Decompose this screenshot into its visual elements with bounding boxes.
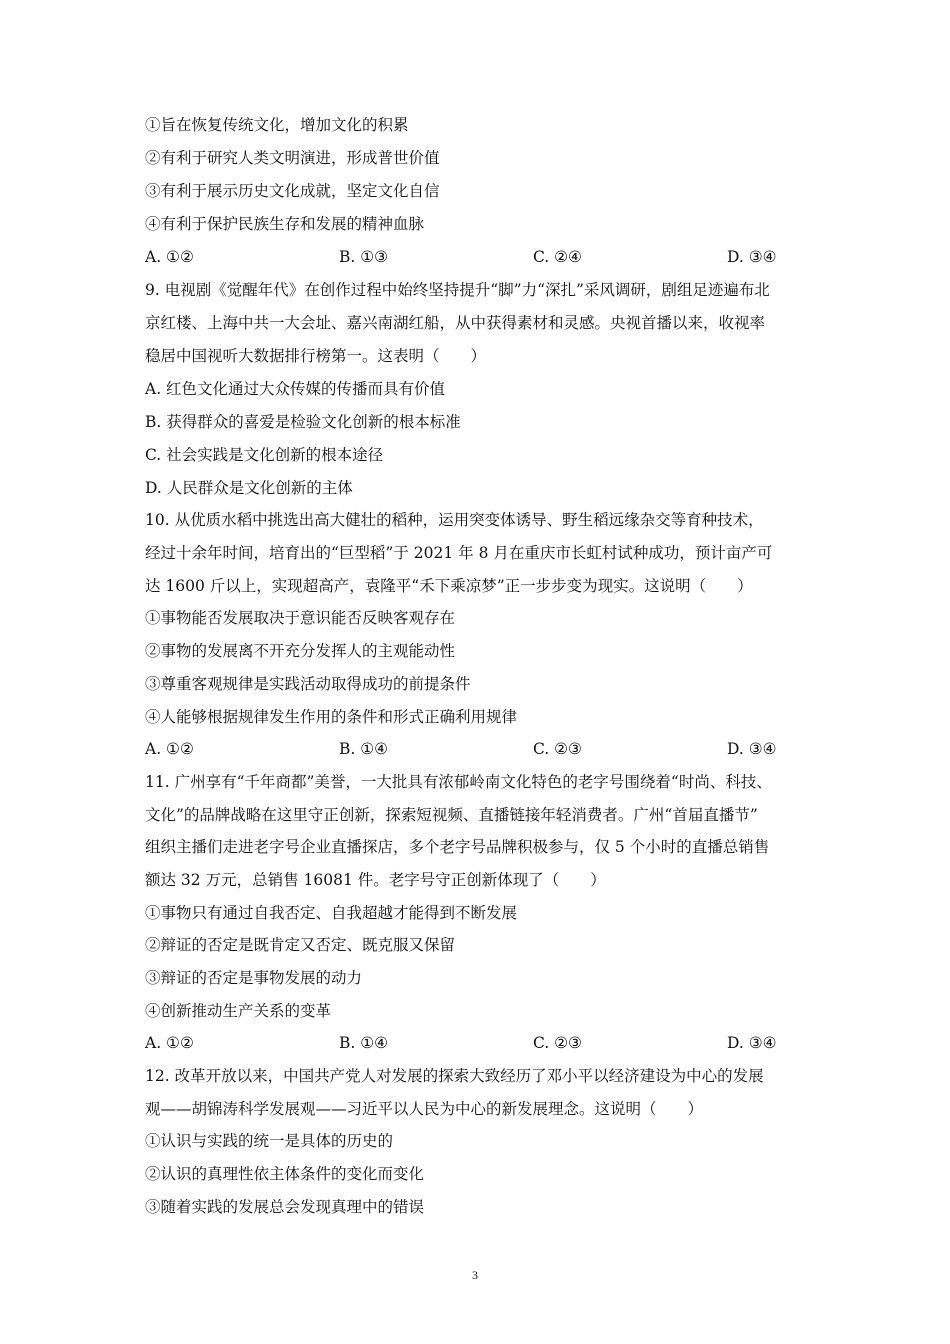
q11-stem-line-2: 文化”的品牌战略在这里守正创新，探索短视频、直播链接年轻消费者。广州“首届直播节” [145,806,758,824]
q9-stem-line-2: 京红楼、上海中共一大会址、嘉兴南湖红船，从中获得素材和灵感。央视首播以来，收视率 [145,314,766,332]
q10-item-2: ②事物的发展离不开充分发挥人的主观能动性 [145,642,456,660]
q11-option-a: A. ①② [145,1034,194,1052]
q8-options [145,246,810,268]
q12-item-1: ①认识与实践的统一是具体的历史的 [145,1132,394,1150]
q12-item-3: ③随着实践的发展总会发现真理中的错误 [145,1198,425,1216]
q12-stem-line-2: 观——胡锦涛科学发展观——习近平以人民为中心的新发展理念。这说明（ ） [145,1100,704,1118]
q8-item-2: ②有利于研究人类文明演进，形成普世价值 [145,149,440,167]
q9-stem-line-3: 稳居中国视听大数据排行榜第一。这表明（ ） [145,347,487,365]
q10-item-3: ③尊重客观规律是实践活动取得成功的前提条件 [145,675,471,693]
q10-option-b: B. ①④ [339,740,389,758]
q11-option-d: D. ③④ [727,1034,777,1052]
q9-stem-line-1: 9. 电视剧《觉醒年代》在创作过程中始终坚持提升“脚”力“深扎”采风调研，剧组足迹遍布北 [145,281,770,299]
q8-item-3: ③有利于展示历史文化成就，坚定文化自信 [145,182,440,200]
q11-option-c: C. ②③ [533,1034,582,1052]
q9-choice-a: A. 红色文化通过大众传媒的传播而具有价值 [145,380,446,398]
q10-option-d: D. ③④ [727,740,777,758]
q8-option-b: B. ①③ [339,248,389,266]
q11-item-1: ①事物只有通过自我否定、自我超越才能得到不断发展 [145,904,518,922]
q9-choice-c: C. 社会实践是文化创新的根本途径 [145,446,384,464]
q11-stem-line-4: 额达 32 万元，总销售 16081 件。老字号守正创新体现了（ ） [145,871,606,889]
q10-options [145,738,810,760]
q11-item-3: ③辩证的否定是事物发展的动力 [145,969,363,987]
q10-item-1: ①事物能否发展取决于意识能否反映客观存在 [145,609,456,627]
q8-option-c: C. ②④ [533,248,582,266]
q11-options [145,1032,810,1054]
q8-option-d: D. ③④ [727,248,777,266]
q10-item-4: ④人能够根据规律发生作用的条件和形式正确利用规律 [145,708,518,726]
q10-option-a: A. ①② [145,740,194,758]
q8-item-1: ①旨在恢复传统文化，增加文化的积累 [145,116,409,134]
q9-choice-b: B. 获得群众的喜爱是检验文化创新的根本标准 [145,413,461,431]
q11-stem-line-1: 11. 广州享有“千年商都”美誉，一大批具有浓郁岭南文化特色的老字号围绕着“时尚、科技、 [145,773,772,791]
q10-option-c: C. ②③ [533,740,582,758]
q10-stem-line-1: 10. 从优质水稻中挑选出高大健壮的稻种，运用突变体诱导、野生稻远缘杂交等育种技术， [145,511,764,529]
q11-item-4: ④创新推动生产关系的变革 [145,1002,332,1020]
q11-stem-line-3: 组织主播们走进老字号企业直播探店，多个老字号品牌积极参与，仅 5 个小时的直播总销售 [145,838,770,856]
q11-option-b: B. ①④ [339,1034,389,1052]
q12-stem-line-1: 12. 改革开放以来，中国共产党人对发展的探索大致经历了邓小平以经济建设为中心的发展 [145,1067,764,1085]
q8-option-a: A. ①② [145,248,194,266]
q8-item-4: ④有利于保护民族生存和发展的精神血脉 [145,215,425,233]
page-number: 3 [472,1268,478,1282]
q10-stem-line-2: 经过十余年时间，培育出的“巨型稻”于 2021 年 8 月在重庆市长虹村试种成功，预计亩产可 [145,544,773,562]
q12-item-2: ②认识的真理性依主体条件的变化而变化 [145,1165,425,1183]
q9-choice-d: D. 人民群众是文化创新的主体 [145,479,353,497]
q10-stem-line-3: 达 1600 斤以上，实现超高产，袁隆平“禾下乘凉梦”正一步步变为现实。这说明（ ） [145,577,753,595]
q11-item-2: ②辩证的否定是既肯定又否定、既克服又保留 [145,936,456,954]
